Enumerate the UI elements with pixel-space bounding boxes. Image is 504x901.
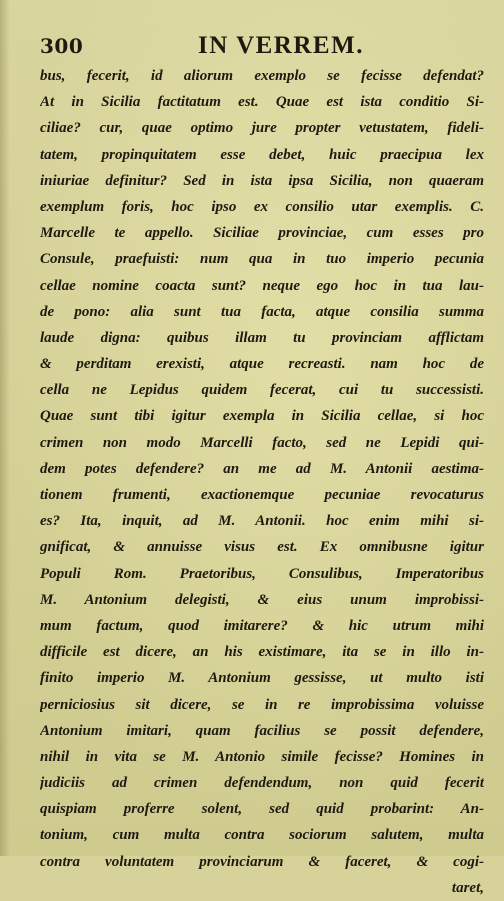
text-line: perniciosius sit dicere, se in re improbissima voluisse	[40, 696, 484, 713]
text-line: Marcelle te appello. Siciliae provinciae, cum esses pro	[40, 225, 484, 242]
text-line: cellae nomine coacta sunt? neque ego hoc in tua lau-	[40, 277, 484, 294]
text-line: dem potes defendere? an me ad M. Antonii aestima-	[40, 460, 484, 477]
text-line: taret,	[451, 879, 484, 896]
text-line: crimen non modo Marcelli facto, sed ne Lepidi qui-	[40, 434, 484, 451]
text-line: finito imperio M. Antonium gessisse, ut multo isti	[40, 670, 484, 687]
page-header	[40, 30, 480, 60]
text-line: Quae sunt tibi igitur exempla in Sicilia cellae, si hoc	[40, 408, 484, 425]
text-line: de pono: alia sunt tua facta, atque consilia summa	[40, 303, 484, 320]
text-line: ciliae? cur, quae optimo jure propter vetustatem, fideli-	[40, 120, 484, 137]
text-line: mum factum, quod imitarere? & hic utrum mihi	[40, 617, 484, 634]
text-line: gnificat, & annuisse visus est. Ex omnibusne igitur	[40, 539, 484, 556]
text-line: laude digna: quibus illam tu provinciam afflictam	[40, 329, 484, 346]
text-line: iniuriae definitur? Sed in ista ipsa Sicilia, non quaeram	[40, 172, 484, 189]
text-line: Consule, praefuisti: num qua in tuo imperio pecunia	[40, 251, 484, 268]
text-line: & perditam erexisti, atque recreasti. nam hoc de	[40, 356, 484, 373]
running-head: IN VERREM.	[198, 32, 364, 59]
text-line: es? Ita, inquit, ad M. Antonii. hoc enim mihi si-	[40, 513, 484, 530]
text-line: exemplum foris, hoc ipso ex consilio utar exemplis. C.	[40, 198, 484, 215]
text-line: Populi Rom. Praetoribus, Consulibus, Imperatoribus	[40, 565, 484, 582]
text-line: cella ne Lepidus quidem fecerat, cui tu successisti.	[40, 382, 484, 399]
text-line: bus, fecerit, id aliorum exemplo se fecisse defendat?	[40, 68, 484, 84]
text-line: nihil in vita se M. Antonio simile fecisse? Homines in	[40, 748, 484, 765]
body-text	[40, 63, 484, 901]
text-line: difficile est dicere, an his existimare, ita se in illo in-	[40, 644, 484, 661]
text-line: quispiam proferre solent, sed quid probarint: An-	[40, 801, 484, 818]
text-line: At in Sicilia factitatum est. Quae est ista conditio Si-	[40, 94, 484, 111]
text-line: Antonium imitari, quam facilius se possit defendere,	[40, 722, 484, 739]
page-gutter-shadow	[0, 0, 10, 856]
text-line: tonium, cum multa contra sociorum salutem, multa	[40, 827, 484, 844]
text-line: tatem, propinquitatem esse debet, huic praecipua lex	[40, 146, 484, 163]
text-line: contra voluntatem provinciarum & faceret, & cogi-	[40, 853, 484, 870]
text-line: tionem frumenti, exactionemque pecuniae revocaturus	[40, 487, 484, 503]
text-line: judiciis ad crimen defendendum, non quid fecerit	[40, 775, 484, 792]
page-number: 300	[40, 34, 84, 58]
text-line: M. Antonium delegisti, & eius unum improbissi-	[40, 591, 484, 608]
